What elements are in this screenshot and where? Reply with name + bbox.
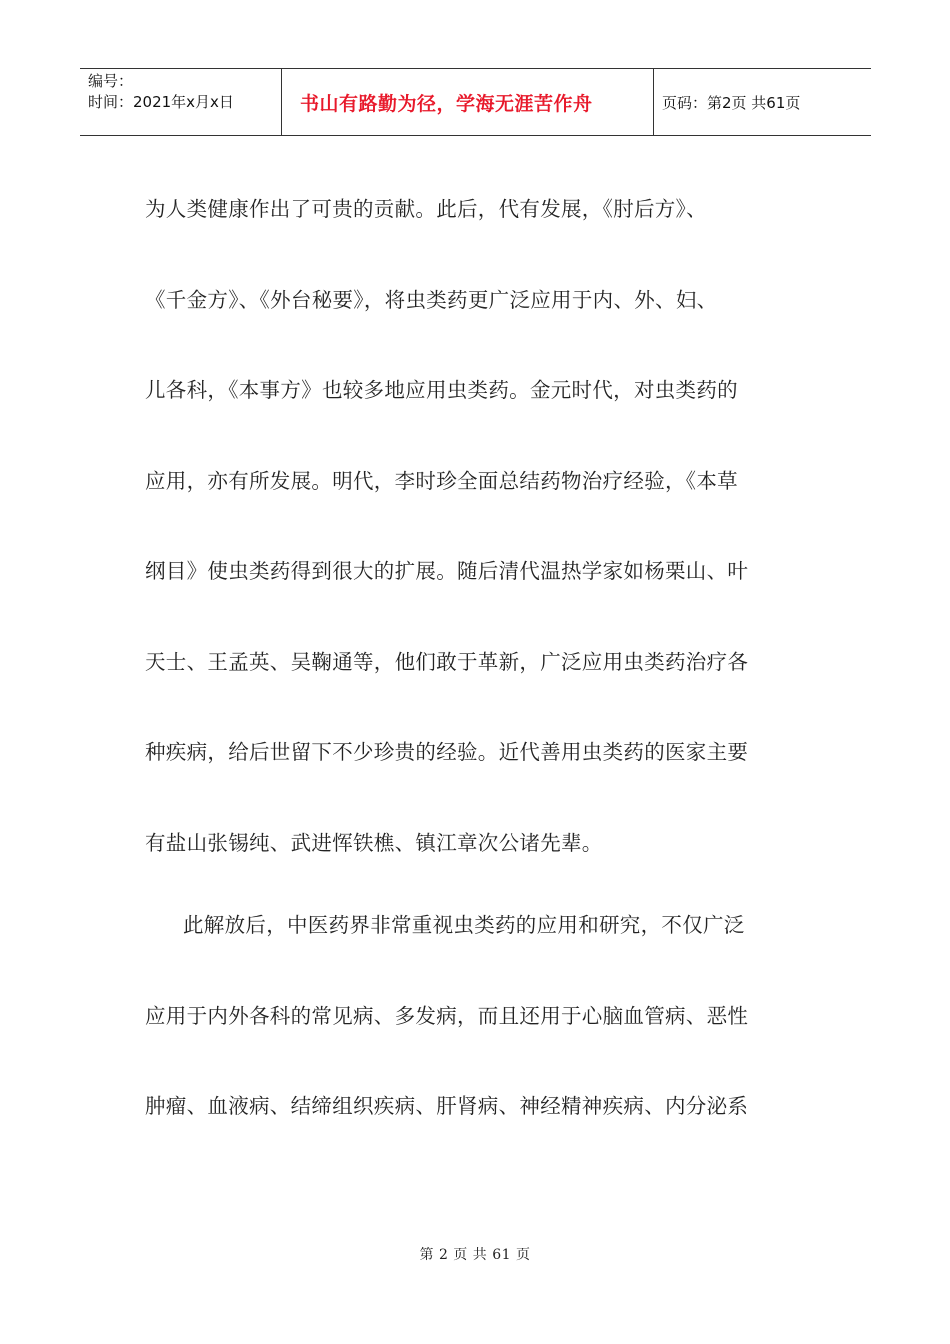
- text-line: 有盐山张锡纯、武进恽铁樵、镇江章次公诸先辈。: [145, 830, 603, 855]
- text-line: 应用，亦有所发展。明代，李时珍全面总结药物治疗经验，《本草: [145, 468, 738, 493]
- text-line: 天士、王孟英、吴鞠通等，他们敢于革新，广泛应用虫类药治疗各: [145, 649, 749, 674]
- text-line: 应用于内外各科的常见病、多发病，而且还用于心脑血管病、恶性: [145, 1003, 749, 1028]
- page-footer: 第 2 页 共 61 页: [419, 1247, 531, 1263]
- text-line: 肿瘤、血液病、结缔组织疾病、肝肾病、神经精神疾病、内分泌系: [145, 1094, 749, 1118]
- document-number-label: 编号：: [88, 72, 134, 90]
- text-line: 纲目》使虫类药得到很大的扩展。随后清代温热学家如杨栗山、叶: [145, 559, 749, 583]
- text-line: 儿各科，《本事方》也较多地应用虫类药。金元时代，对虫类药的: [145, 378, 738, 402]
- page-header: [80, 68, 871, 136]
- text-line: 种疾病，给后世留下不少珍贵的经验。近代善用虫类药的医家主要: [145, 740, 749, 764]
- header-page-info: 页码：第2页 共61页: [662, 93, 801, 112]
- header-meta: [80, 69, 281, 135]
- text-line: 此解放后，中医药界非常重视虫类药的应用和研究，不仅广泛: [183, 913, 745, 937]
- text-line: 《千金方》、《外台秘要》，将虫类药更广泛应用于内、外、妇、: [145, 287, 718, 312]
- document-date-label: 时间：2021年x月x日: [88, 93, 234, 111]
- body-paragraph-2: [145, 880, 795, 1152]
- header-motto-cell: [281, 69, 654, 135]
- header-motto: 书山有路勤为径，学海无涯苦作舟: [300, 92, 593, 115]
- body-paragraph-1: [145, 164, 795, 888]
- text-line: 为人类健康作出了可贵的贡献。此后，代有发展，《肘后方》、: [145, 197, 707, 221]
